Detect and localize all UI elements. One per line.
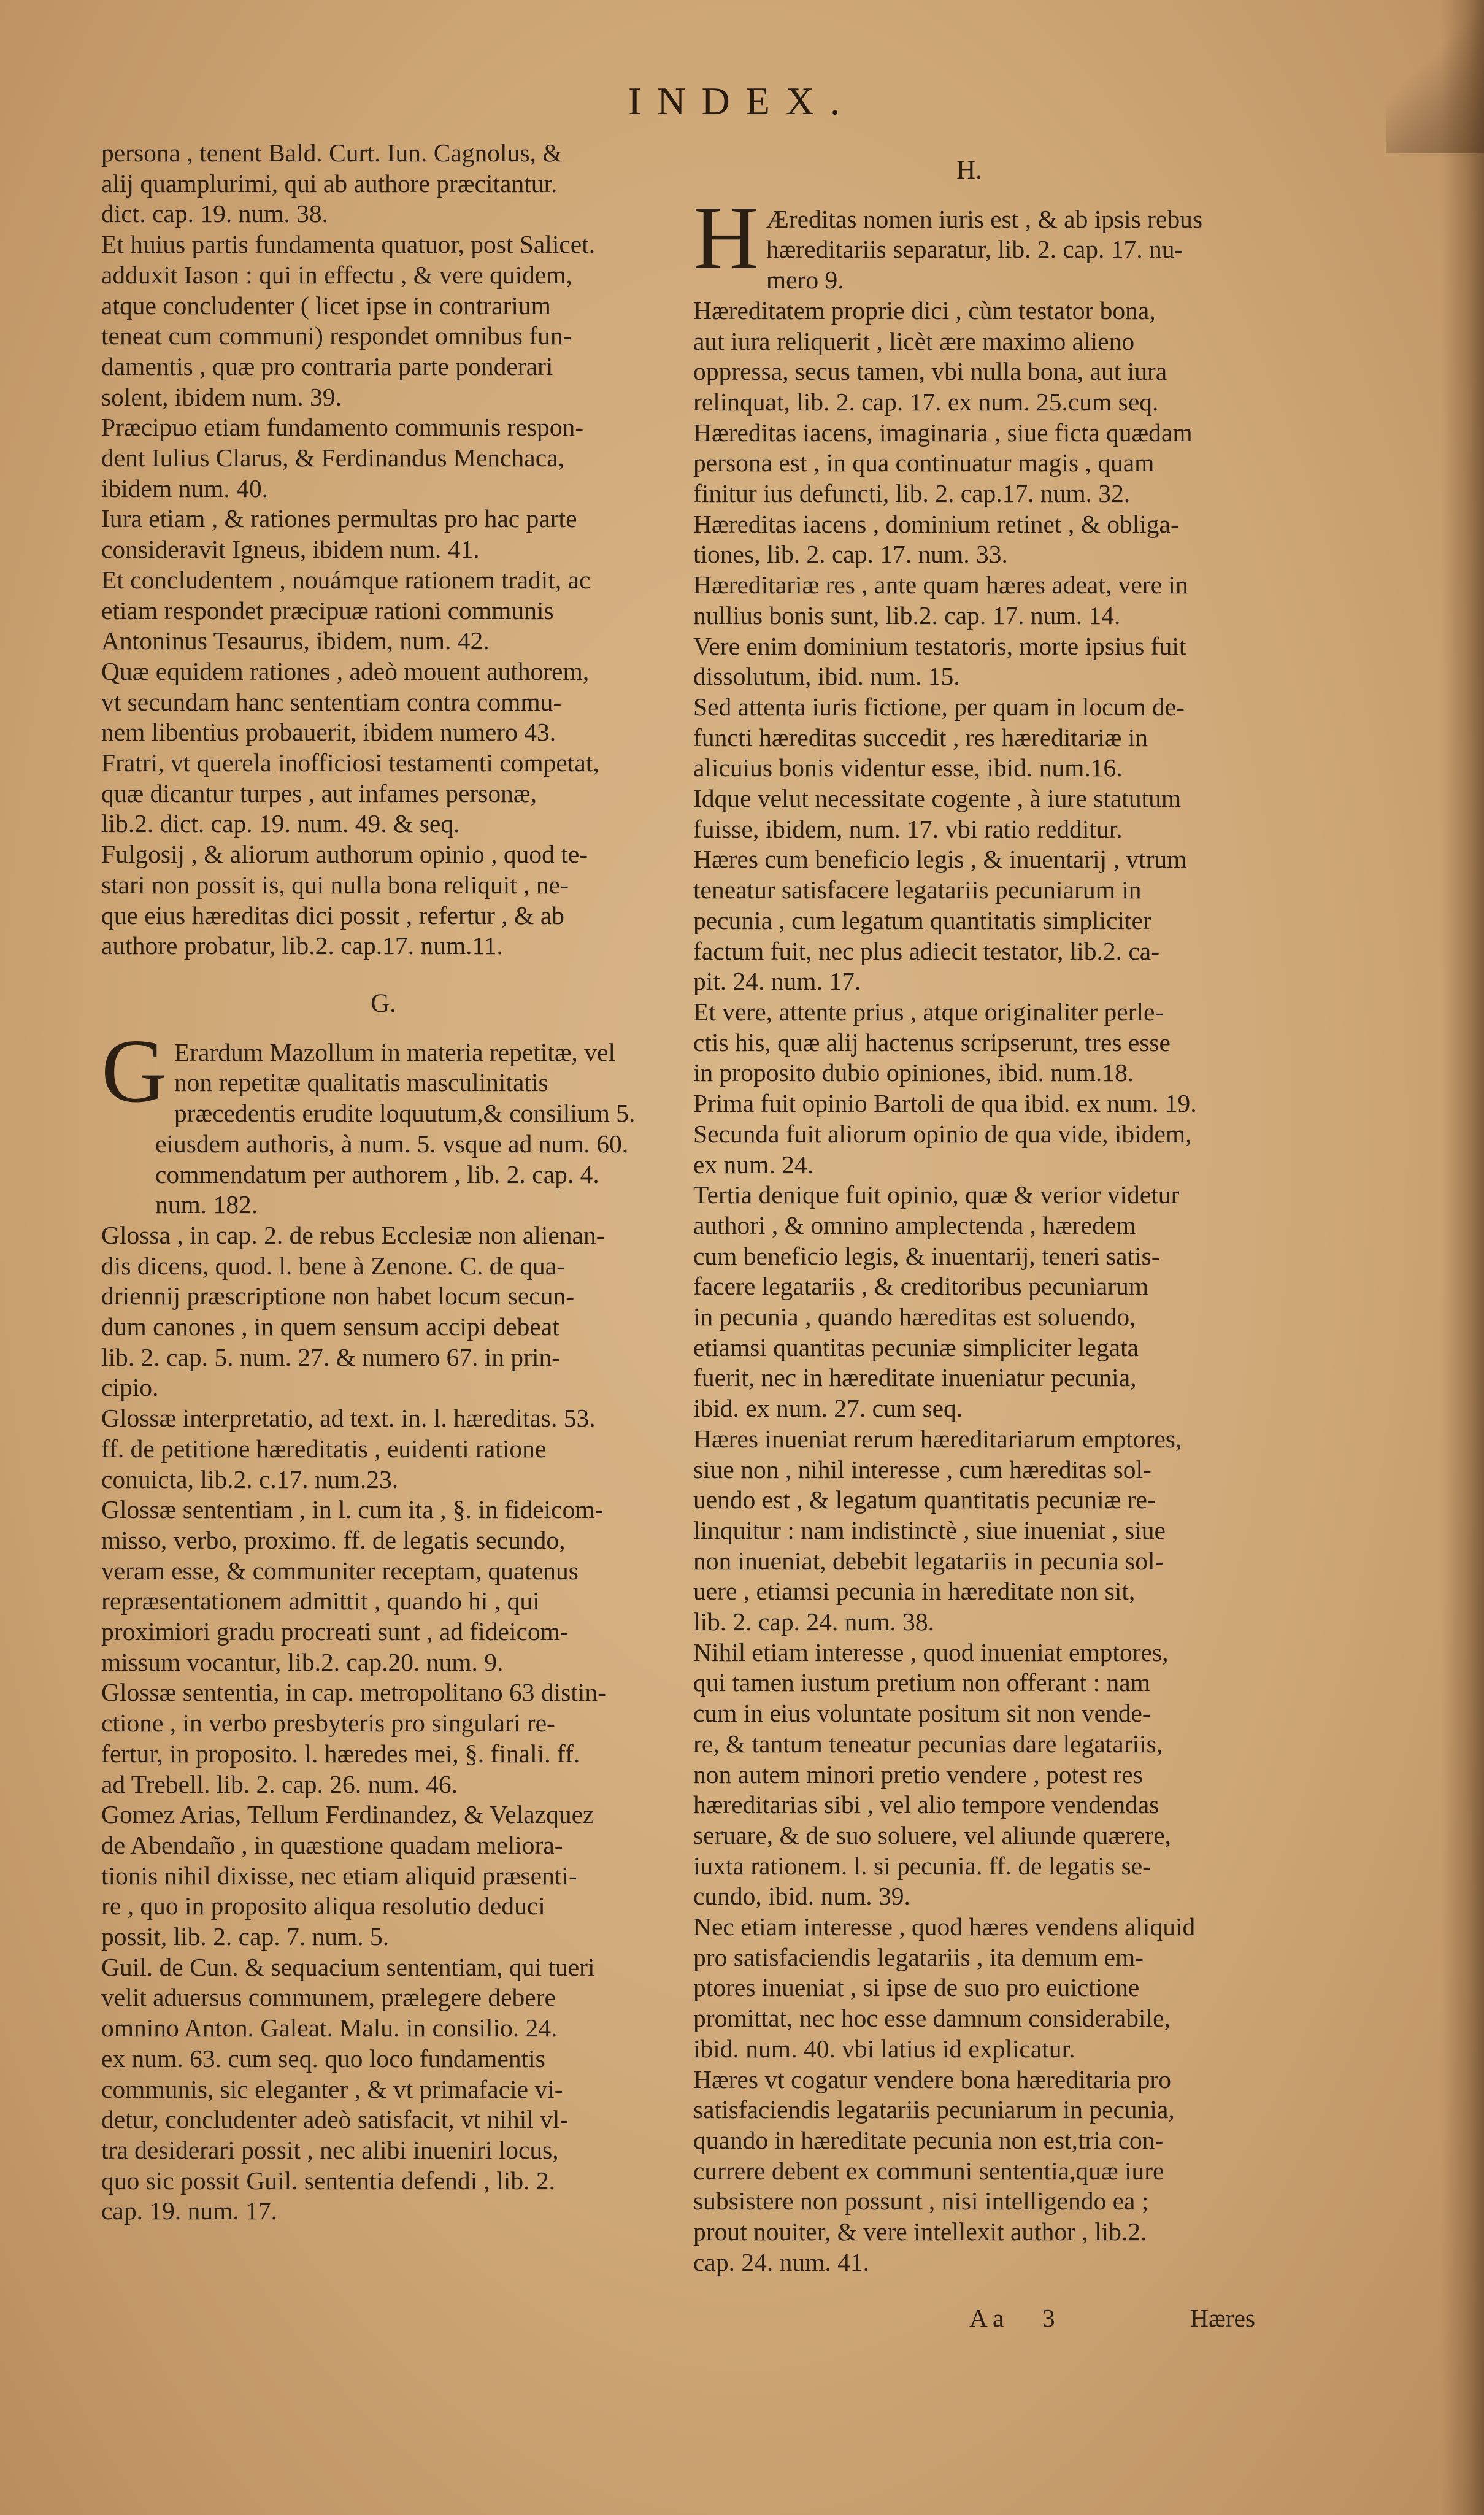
entry-line: Hæres vt cogatur vendere bona hæreditaria pro — [693, 2065, 1171, 2093]
entry-line: uendo est , & legatum quantitatis pecuniæ re- — [693, 1485, 1156, 1514]
entry-line: satisfaciendis legatariis pecuniarum in pecunia, — [693, 2095, 1175, 2124]
entry-line: Et concludentem , nouámque rationem tradit, ac — [101, 565, 591, 594]
entry-line: uere , etiamsi pecunia in hæreditate non sit, — [693, 1577, 1136, 1606]
entry-line: vt secundam hanc sententiam contra commu- — [101, 687, 562, 716]
index-entry — [101, 504, 666, 564]
index-entry — [101, 138, 666, 229]
signature-mark: A a — [969, 2304, 1004, 2332]
entry-line: Vere enim dominium testatoris, morte ipsius fuit — [693, 631, 1186, 660]
entry-line: hæreditarias sibi , vel alio tempore vendendas — [693, 1790, 1159, 1819]
index-entry — [693, 1119, 1245, 1180]
entry-line: tionis nihil dixisse, nec etiam aliquid præsenti- — [101, 1861, 577, 1890]
entry-line: in proposito dubio opiniones, ibid. num.18. — [693, 1058, 1134, 1087]
entry-line: relinquat, lib. 2. cap. 17. ex num. 25.cum seq. — [693, 387, 1159, 416]
entry-line: alij quamplurimi, qui ab authore præcitantur. — [101, 169, 558, 198]
entry-line: nullius bonis sunt, lib.2. cap. 17. num. 14. — [693, 601, 1121, 630]
entry-line: nem libentius probauerit, ibidem numero 43. — [101, 718, 556, 747]
entry-line: aut iura reliquerit , licèt ære maximo alieno — [693, 326, 1135, 355]
index-entry — [693, 509, 1245, 570]
entry-line: non autem minori pretio vendere , potest res — [693, 1760, 1143, 1789]
torn-corner — [1386, 0, 1484, 153]
entry-line: ctis his, quæ alij hactenus scripserunt, tres esse — [693, 1028, 1171, 1057]
entry-line: Hæreditatem proprie dici , cùm testator bona, — [693, 296, 1156, 325]
entry-line: oppressa, secus tamen, vbi nulla bona, aut iura — [693, 357, 1167, 386]
entry-line: missum vocantur, lib.2. cap.20. num. 9. — [101, 1647, 504, 1676]
entry-line: qui tamen iustum pretium non offerant : nam — [693, 1668, 1150, 1697]
entry-line: Erardum Mazollum in materia repetitæ, vel — [174, 1038, 615, 1066]
entry-line: authore probatur, lib.2. cap.17. num.11. — [101, 931, 503, 960]
entry-line: ibidem num. 40. — [101, 474, 269, 503]
entry-line: ad Trebell. lib. 2. cap. 26. num. 46. — [101, 1770, 458, 1798]
left-column — [101, 138, 666, 2227]
entry-line: re , quo in proposito aliqua resolutio deduci — [101, 1892, 545, 1920]
entry-line: num. 182. — [155, 1190, 258, 1219]
index-entry — [101, 412, 666, 504]
entry-line: mero 9. — [766, 266, 844, 295]
entry-line: driennij præscriptione non habet locum secun- — [101, 1282, 575, 1311]
signature-number: 3 — [1042, 2304, 1055, 2332]
entry-line: repræsentationem admittit , quando hi , qui — [101, 1587, 540, 1616]
index-entry — [693, 1088, 1245, 1119]
entry-line: cundo, ibid. num. 39. — [693, 1882, 910, 1911]
entry-line: cipio. — [101, 1373, 159, 1402]
entry-line: currere debent ex communi sententia,quæ iure — [693, 2156, 1164, 2185]
entry-line: que eius hæreditas dici possit , refertur , & ab — [101, 901, 564, 930]
entry-line: dissolutum, ibid. num. 15. — [693, 662, 960, 691]
left-entries-g — [101, 1220, 666, 2227]
entry-line: ex num. 63. cum seq. quo loco fundamentis — [101, 2044, 545, 2073]
page-title: INDEX. — [628, 79, 856, 123]
entry-line: cap. 24. num. 41. — [693, 2247, 869, 2276]
index-entry — [693, 570, 1245, 631]
right-entries-h — [693, 296, 1245, 2278]
page-edge-shadow — [1441, 0, 1484, 2515]
entry-line: Et huius partis fundamenta quatuor, post Salicet. — [101, 230, 596, 259]
entry-line: authori , & omnino amplectenda , hæredem — [693, 1211, 1136, 1239]
entry-line: subsistere non possunt , nisi intelligendo ea ; — [693, 2187, 1149, 2216]
entry-line: pecunia , cum legatum quantitatis simpliciter — [693, 906, 1151, 934]
entry-line: commendatum per authorem , lib. 2. cap. 4. — [155, 1160, 599, 1188]
entry-line: finitur ius defuncti, lib. 2. cap.17. num. 32. — [693, 479, 1131, 508]
entry-line: conuicta, lib.2. c.17. num.23. — [101, 1465, 399, 1493]
entry-line: quo sic possit Guil. sententia defendi , lib. 2. — [101, 2166, 555, 2195]
entry-line: cum beneficio legis, & inuentarij, teneri satis- — [693, 1241, 1160, 1270]
dropcap-entry-h — [693, 187, 1245, 296]
index-entry — [101, 1220, 666, 1403]
entry-line: Guil. de Cun. & sequacium sententiam, qui tueri — [101, 1952, 595, 1981]
index-entry — [101, 1677, 666, 1800]
entry-line: non repetitæ qualitatis masculinitatis — [174, 1068, 548, 1097]
entry-line: Gomez Arias, Tellum Ferdinandez, & Velazquez — [101, 1800, 594, 1829]
index-entry — [693, 1912, 1245, 2065]
entry-line: de Abendaño , in quæstione quadam meliora- — [101, 1830, 563, 1859]
entry-line: siue non , nihil interesse , cum hæreditas sol- — [693, 1455, 1151, 1484]
entry-line: Hæres cum beneficio legis , & inuentarij , vtrum — [693, 845, 1187, 874]
entry-line: cap. 19. num. 17. — [101, 2197, 277, 2225]
entry-line: lib.2. dict. cap. 19. num. 49. & seq. — [101, 809, 460, 838]
entry-line: communis, sic eleganter , & vt primafacie vi- — [101, 2074, 563, 2103]
entry-line: adduxit Iason : qui in effectu , & vere quidem, — [101, 260, 572, 289]
entry-line: pro satisfaciendis legatariis , ita demum em- — [693, 1943, 1144, 1971]
entry-line: alicuius bonis videntur esse, ibid. num.16. — [693, 753, 1123, 782]
index-entry — [101, 1403, 666, 1495]
entry-line: Quæ equidem rationes , adeò mouent authorem, — [101, 657, 590, 685]
entry-line: quando in hæreditate pecunia non est,tria con- — [693, 2126, 1164, 2154]
entry-line: Iura etiam , & rationes permultas pro hac parte — [101, 504, 577, 533]
entry-line: prout nouiter, & vere intellexit author , lib.2. — [693, 2217, 1147, 2246]
index-entry — [101, 1952, 666, 2227]
entry-line: atque concludenter ( licet ipse in contrarium — [101, 291, 551, 320]
entry-line: facere legatariis , & creditoribus pecuniarum — [693, 1272, 1149, 1301]
index-entry — [693, 844, 1245, 997]
dropcap-entry-text — [101, 1038, 666, 1220]
index-entry — [693, 1180, 1245, 1424]
index-entry — [101, 565, 666, 657]
entry-line: etiamsi quantitas pecuniæ simpliciter legata — [693, 1333, 1139, 1361]
index-entry — [693, 997, 1245, 1088]
entry-line: Fratri, vt querela inofficiosi testamenti competat, — [101, 749, 599, 777]
index-entry — [101, 657, 666, 748]
index-entry — [693, 692, 1245, 784]
entry-line: Antoninus Tesaurus, ibidem, num. 42. — [101, 626, 490, 655]
dropcap-letter: G — [101, 1020, 167, 1122]
index-entry — [101, 839, 666, 961]
entry-line: hæreditariis separatur, lib. 2. cap. 17. nu- — [766, 235, 1183, 264]
entry-line: seruare, & de suo soluere, vel aliunde quærere, — [693, 1820, 1171, 1849]
entry-line: pit. 24. num. 17. — [693, 967, 861, 996]
entry-line: Glossa , in cap. 2. de rebus Ecclesiæ non alienan- — [101, 1220, 605, 1249]
index-entry — [693, 1638, 1245, 1912]
entry-line: consideravit Igneus, ibidem num. 41. — [101, 535, 480, 564]
right-column — [693, 138, 1245, 2278]
entry-line: Hæreditariæ res , ante quam hæres adeat, vere in — [693, 571, 1188, 599]
entry-line: Hæreditas iacens, imaginaria , siue ficta quædam — [693, 418, 1193, 447]
entry-line: dis dicens, quod. l. bene à Zenone. C. de qua- — [101, 1251, 566, 1280]
entry-line: Præcipuo etiam fundamento communis respon- — [101, 413, 584, 442]
index-entry — [693, 1424, 1245, 1638]
page-footer — [969, 2303, 1255, 2333]
entry-line: in pecunia , quando hæreditas est soluendo, — [693, 1303, 1136, 1331]
entry-line: eiusdem authoris, à num. 5. vsque ad num. 60. — [155, 1129, 629, 1158]
index-entry — [693, 418, 1245, 509]
entry-line: non inueniat, debebit legatariis in pecunia sol- — [693, 1546, 1164, 1575]
dropcap-entry-text — [693, 187, 1245, 296]
entry-line: Hæreditas iacens , dominium retinet , & obliga- — [693, 509, 1179, 538]
entry-line: Sed attenta iuris fictione, per quam in locum de- — [693, 692, 1185, 721]
entry-line: velit aduersus communem, prælegere debere — [101, 1983, 556, 2012]
entry-line: ex num. 24. — [693, 1150, 813, 1179]
entry-line: Hæres inueniat rerum hæreditariarum emptores, — [693, 1424, 1182, 1453]
entry-line: detur, concludenter adeò satisfacit, vt nihil vl- — [101, 2105, 569, 2134]
index-entry — [101, 229, 666, 412]
entry-line: misso, verbo, proximo. ff. de legatis secundo, — [101, 1525, 566, 1554]
entry-line: functi hæreditas succedit , res hæreditariæ in — [693, 723, 1148, 752]
index-entry — [101, 748, 666, 839]
entry-line: etiam respondet præcipuæ rationi communis — [101, 596, 554, 625]
entry-line: tiones, lib. 2. cap. 17. num. 33. — [693, 540, 1008, 569]
entry-line: Æreditas nomen iuris est , & ab ipsis rebus — [766, 204, 1203, 233]
entry-line: veram esse, & communiter receptam, quatenus — [101, 1556, 579, 1585]
entry-line: ibid. num. 40. vbi latius id explicatur. — [693, 2034, 1075, 2063]
entry-line: persona est , in qua continuatur magis , quam — [693, 449, 1155, 477]
entry-line: stari non possit is, qui nulla bona reliquit , ne- — [101, 870, 569, 899]
entry-line: teneat cum communi) respondet omnibus fun- — [101, 322, 572, 350]
entry-line: lib. 2. cap. 24. num. 38. — [693, 1608, 935, 1636]
entry-line: Glossæ interpretatio, ad text. in. l. hæreditas. 53. — [101, 1404, 596, 1433]
entry-line: teneatur satisfacere legatariis pecuniarum in — [693, 876, 1142, 904]
entry-line: linquitur : nam indistinctè , siue inueniat , siue — [693, 1516, 1166, 1544]
entry-line: fuisse, ibidem, num. 17. vbi ratio redditur. — [693, 814, 1123, 843]
entry-line: dict. cap. 19. num. 38. — [101, 199, 328, 228]
entry-line: dent Iulius Clarus, & Ferdinandus Menchaca, — [101, 444, 564, 472]
entry-line: quæ dicantur turpes , aut infames personæ, — [101, 779, 537, 807]
entry-line: factum fuit, nec plus adiecit testator, lib.2. ca- — [693, 936, 1160, 965]
entry-line: omnino Anton. Galeat. Malu. in consilio. 24. — [101, 2014, 558, 2043]
entry-line: Et vere, attente prius , atque originaliter perle- — [693, 997, 1164, 1026]
section-heading-h: H. — [956, 156, 982, 185]
entry-line: ff. de petitione hæreditatis , euidenti ratione — [101, 1434, 547, 1463]
entry-line: Idque velut necessitate cogente , à iure statutum — [693, 784, 1182, 813]
entry-line: Glossæ sententiam , in l. cum ita , §. in fideicom- — [101, 1495, 604, 1524]
dropcap-entry-g — [101, 1020, 666, 1220]
entry-line: lib. 2. cap. 5. num. 27. & numero 67. in prin- — [101, 1342, 561, 1371]
dropcap-letter: H — [693, 187, 759, 288]
entry-line: Fulgosij , & aliorum authorum opinio , quod te- — [101, 840, 588, 869]
entry-line: re, & tantum teneatur pecunias dare legatariis, — [693, 1729, 1163, 1758]
entry-line: præcedentis erudite loquutum,& consilium 5. — [174, 1099, 636, 1128]
entry-line: fuerit, nec in hæreditate inueniatur pecunia, — [693, 1363, 1137, 1392]
left-entries-f — [101, 138, 666, 961]
section-heading-g: G. — [371, 988, 396, 1018]
entry-line: damentis , quæ pro contraria parte ponderari — [101, 352, 553, 380]
index-entry — [101, 1800, 666, 1952]
index-entry — [693, 631, 1245, 692]
entry-line: tra desiderari possit , nec alibi inueniri locus, — [101, 2136, 559, 2164]
entry-line: Prima fuit opinio Bartoli de qua ibid. ex num. 19. — [693, 1089, 1197, 1118]
entry-line: Tertia denique fuit opinio, quæ & verior videtur — [693, 1180, 1180, 1209]
entry-line: ibid. ex num. 27. cum seq. — [693, 1394, 963, 1423]
catchword: Hæres — [1190, 2304, 1256, 2332]
entry-line: solent, ibidem num. 39. — [101, 382, 342, 411]
entry-line: dum canones , in quem sensum accipi debeat — [101, 1312, 559, 1341]
entry-line: Secunda fuit aliorum opinio de qua vide, ibidem, — [693, 1119, 1192, 1148]
entry-line: ptores inueniat , si ipse de suo pro euictione — [693, 1973, 1140, 2002]
entry-line: ctione , in verbo presbyteris pro singulari re- — [101, 1709, 555, 1738]
index-entry — [693, 2065, 1245, 2278]
entry-line: fertur, in proposito. l. hæredes mei, §. finali. ff. — [101, 1739, 580, 1768]
entry-line: Glossæ sententia, in cap. metropolitano 63 distin- — [101, 1678, 606, 1707]
index-entry — [101, 1495, 666, 1677]
entry-line: Nec etiam interesse , quod hæres vendens aliquid — [693, 1912, 1196, 1941]
entry-line: cum in eius voluntate positum sit non vende- — [693, 1699, 1151, 1728]
entry-line: proximiori gradu procreati sunt , ad fideicom- — [101, 1617, 569, 1646]
index-entry — [693, 784, 1245, 844]
entry-line: persona , tenent Bald. Curt. Iun. Cagnolus, & — [101, 139, 563, 167]
entry-line: iuxta rationem. l. si pecunia. ff. de legatis se- — [693, 1851, 1151, 1880]
entry-line: Nihil etiam interesse , quod inueniat emptores, — [693, 1638, 1169, 1666]
entry-line: promittat, nec hoc esse damnum considerabile, — [693, 2004, 1171, 2033]
entry-line: possit, lib. 2. cap. 7. num. 5. — [101, 1922, 390, 1951]
index-entry — [693, 296, 1245, 418]
